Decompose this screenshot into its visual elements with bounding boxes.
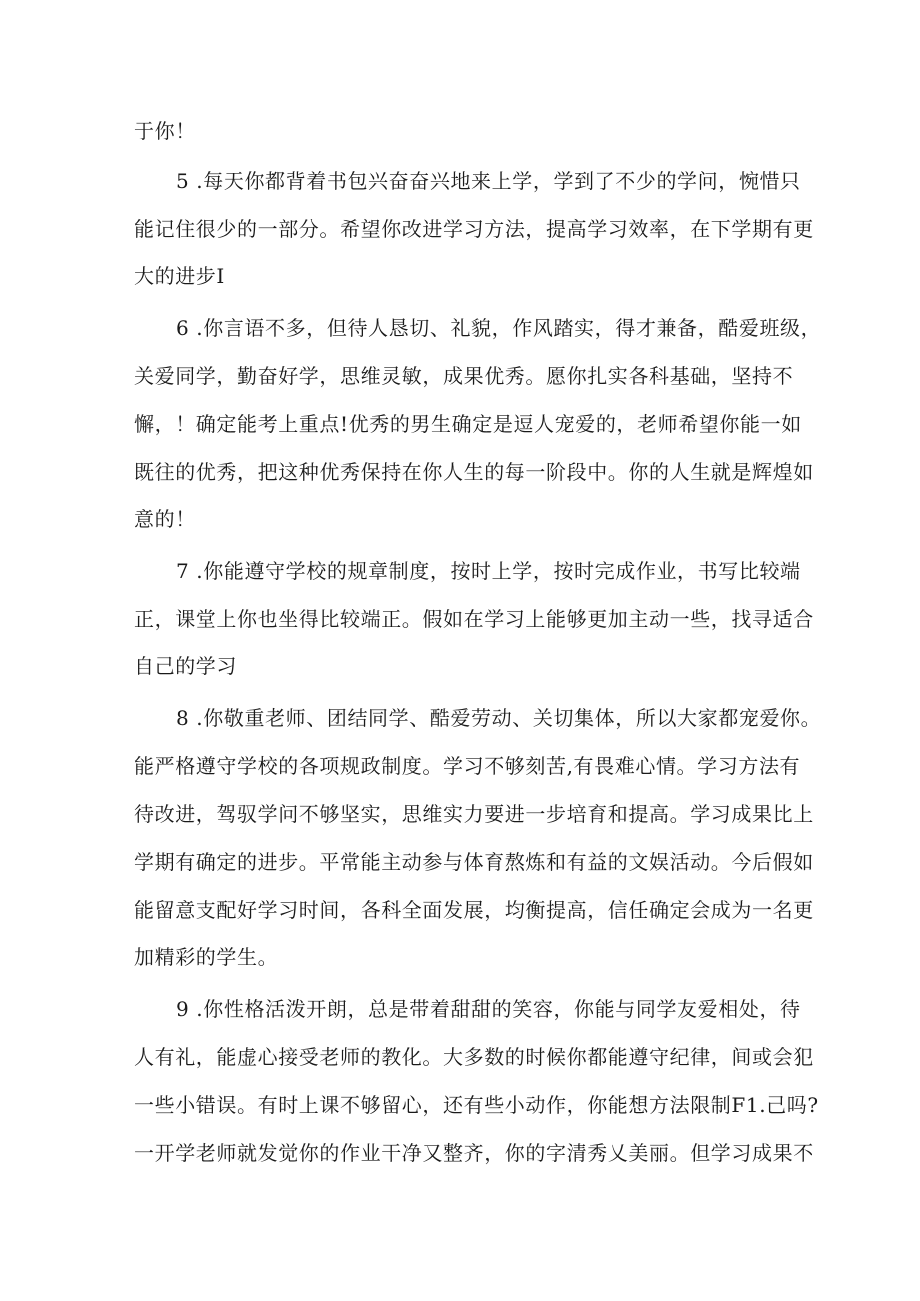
paragraph-line: 大的进步I <box>134 264 225 288</box>
paragraph-line: 能严格遵守学校的各项规政制度。学习不够刻苦,有畏难心情。学习方法有 <box>134 754 801 778</box>
paragraph-line: 既往的优秀，把这种优秀保持在你人生的每一阶段中。你的人生就是辉煌如 <box>134 460 814 484</box>
paragraph-line: 人有礼，能虚心接受老师的教化。大多数的时候你都能遵守纪律，间或会犯 <box>134 1045 814 1069</box>
paragraph-line: 于你！ <box>134 119 196 143</box>
paragraph-line: 一些小错误。有时上课不够留心，还有些小动作，你能想方法限制F1.己吗? <box>134 1093 819 1117</box>
paragraph-line: 能记住很少的一部分。希望你改进学习方法，提高学习效率，在下学期有更 <box>134 217 814 241</box>
paragraph-line: 待改进，驾驭学问不够坚实，思维实力要进一步培育和提高。学习成果比上 <box>134 802 814 826</box>
paragraph-line: 6 .你言语不多，但待人恳切、礼貌，作风踏实，得才兼备，酷爱班级， <box>176 316 822 340</box>
paragraph-line: 能留意支配好学习时间，各科全面发展，均衡提高，信任确定会成为一名更 <box>134 898 814 922</box>
paragraph-line: 8 .你敬重老师、团结同学、酷爱劳动、关切集体，所以大家都宠爱你。 <box>176 706 822 730</box>
paragraph-line: 意的！ <box>134 507 196 531</box>
paragraph-line: 一开学老师就发觉你的作业干净又整齐，你的字清秀乂美丽。但学习成果不 <box>134 1141 814 1165</box>
paragraph-line: 加精彩的学生。 <box>134 945 279 969</box>
paragraph-line: 5 .每天你都背着书包兴奋奋兴地来上学，学到了不少的学问，惋惜只 <box>176 169 801 193</box>
paragraph-line: 学期有确定的进步。平常能主动参与体育熬炼和有益的文娱活动。今后假如 <box>134 850 814 874</box>
paragraph-line: 懈，！确定能考上重点!优秀的男生确定是逗人宠爱的，老师希望你能一如 <box>134 412 802 436</box>
paragraph-line: 自己的学习 <box>134 654 237 678</box>
paragraph-line: 7 .你能遵守学校的规章制度，按时上学，按时完成作业，书写比较端 <box>176 559 801 583</box>
paragraph-line: 关爱同学，勤奋好学，思维灵敏，成果优秀。愿你扎实各科基础，坚持不 <box>134 364 794 388</box>
paragraph-line: 9 .你性格活泼开朗，总是带着甜甜的笑容，你能与同学友爱相处，待 <box>176 997 801 1021</box>
paragraph-line: 正，课堂上你也坐得比较端正。假如在学习上能够更加主动一些，找寻适合 <box>134 607 814 631</box>
